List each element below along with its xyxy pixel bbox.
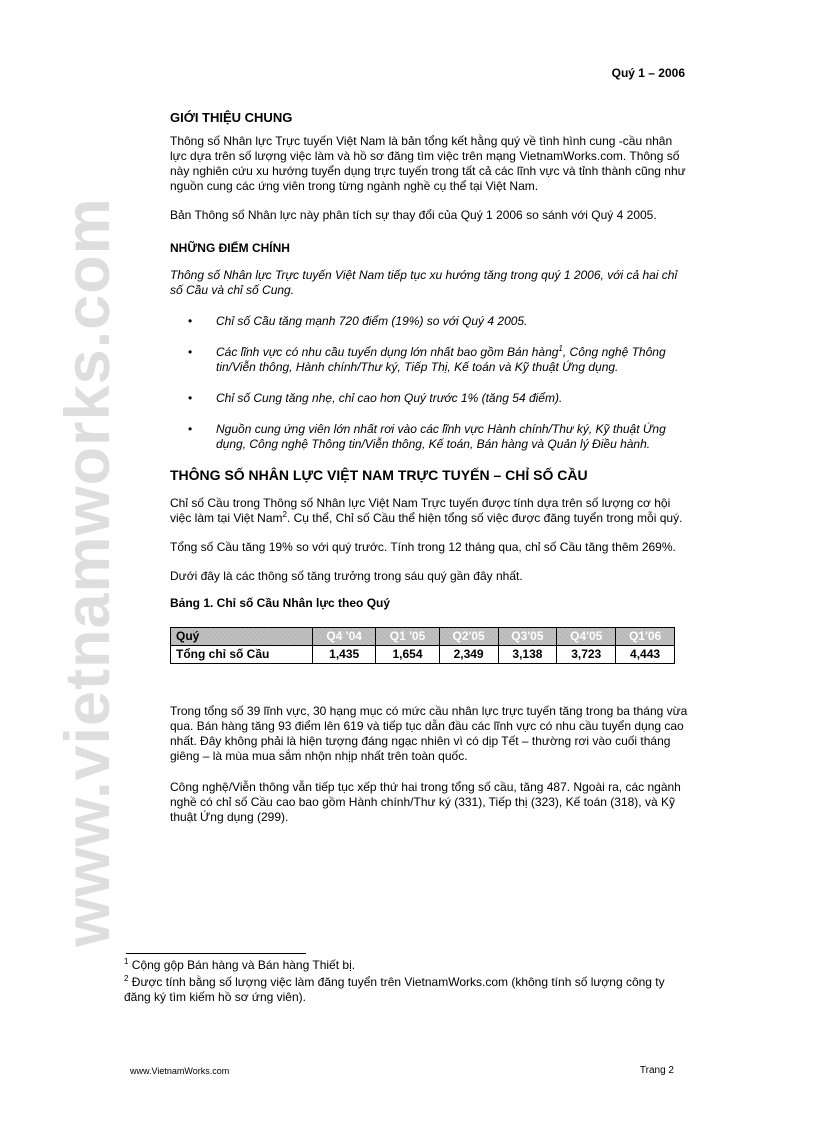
table-cell: 1,654 [376, 646, 439, 664]
footnote-2 [124, 975, 694, 1005]
demand-paragraph-5: Công nghệ/Viễn thông vẫn tiếp tục xếp thứ hai trong tổng số cầu, tăng 487. Ngoài ra, các ngành nghề có chỉ số Cầu cao bao gồm Hành chính/Thư ký (331), Tiếp thị (323), Kế toán (318), và Kỹ thuật Ứng dụng (299). [170, 780, 681, 824]
footnote-ref: 1 [558, 344, 563, 353]
footnote-number: 2 [124, 974, 129, 983]
table-header-row [171, 628, 675, 646]
list-item [170, 391, 690, 406]
highlights-title: NHỮNG ĐIỂM CHÍNH [170, 241, 290, 255]
demand-paragraph-1 [170, 496, 690, 526]
table-header-cell: Q1'06 [616, 628, 675, 646]
page-header-quarter: Quý 1 – 2006 [611, 66, 685, 80]
footer-site-link: www.VietnamWorks.com [130, 1066, 230, 1076]
list-item [170, 422, 690, 452]
footnote-ref: 2 [282, 510, 287, 519]
watermark-text: www.vietnamworks.com [53, 197, 123, 947]
demand-p1-text: Chỉ số Cầu trong Thông số Nhân lực Việt Nam Trực tuyến được tính dựa trên số lượng cơ hội việc làm tại Việt Nam [170, 496, 671, 525]
list-item [170, 345, 690, 375]
footnote-divider [126, 953, 306, 954]
list-item [170, 314, 690, 329]
bullet-text: Nguồn cung ứng viên lớn nhất rơi vào các lĩnh vực Hành chính/Thư ký, Kỹ thuật Ứng dụng, Công nghệ Thông tin/Viễn thông, Kế toán, Bán hàng và Quản lý Điều hành. [216, 422, 666, 451]
table-row [171, 646, 675, 664]
footnote-1 [124, 958, 694, 973]
bullet-text: , Công nghệ Thông tin/Viễn thông, Hành chính/Thư ký, Tiếp Thị, Kế toán và Kỹ thuật Ứng dụng. [216, 345, 666, 374]
footnote-text: Cộng gộp Bán hàng và Bán hàng Thiết bị. [128, 958, 356, 972]
demand-table [170, 627, 675, 664]
table-title: Bảng 1. Chỉ số Cầu Nhân lực theo Quý [170, 596, 391, 610]
main-content [170, 110, 690, 839]
table-row-label: Tổng chỉ số Cầu [171, 646, 313, 664]
table-header-cell: Q4'05 [557, 628, 616, 646]
demand-paragraph-3: Dưới đây là các thông số tăng trưởng trong sáu quý gần đây nhất. [170, 569, 523, 583]
table-cell: 3,723 [557, 646, 616, 664]
table-header-cell: Q3'05 [498, 628, 557, 646]
intro-paragraph-1: Thông số Nhân lực Trực tuyến Việt Nam là bản tổng kết hằng quý về tình hình cung -cầu nhân lực dựa trên số lượng việc làm và hồ sơ đăng tìm việc trên mạng VietnamWorks.com. Thông số này nghiên cứu xu hướng tuyển dụng trực tuyến trong tất cả các lĩnh vực và tỉnh thành cũng như nguồn cung các ứng viên trong từng ngành nghề cụ thể tại Việt Nam. [170, 134, 686, 193]
table-header-label: Quý [171, 628, 313, 646]
demand-paragraph-4: Trong tổng số 39 lĩnh vực, 30 hạng mục có mức cầu nhân lực trực tuyến tăng trong ba tháng vừa qua. Bán hàng tăng 93 điểm lên 619 và tiếp tục dẫn đầu các lĩnh vực có nhu cầu tuyển dụng cao nhất. Đây không phải là hiện tượng đáng ngạc nhiên vì có dịp Tết – thường rơi vào cuối tháng giêng – là mùa mua sắm nhộn nhịp nhất trên toàn quốc. [170, 704, 688, 763]
table-cell: 3,138 [498, 646, 557, 664]
highlights-lead: Thông số Nhân lực Trực tuyến Việt Nam tiếp tục xu hướng tăng trong quý 1 2006, với cả hai chỉ số Cầu và chỉ số Cung. [170, 268, 678, 297]
footer-page-number: Trang 2 [639, 1065, 674, 1076]
bullet-text: Các lĩnh vực có nhu cầu tuyển dụng lớn nhất bao gồm Bán hàng [216, 345, 559, 359]
footnote-text: Được tính bằng số lượng việc làm đăng tuyển trên VietnamWorks.com (không tính số lượng công ty đăng ký tìm kiếm hồ sơ ứng viên). [124, 975, 665, 1004]
bullet-text: Chỉ số Cung tăng nhẹ, chỉ cao hơn Quý trước 1% (tăng 54 điểm). [216, 391, 563, 405]
table-cell: 1,435 [313, 646, 376, 664]
table-header-cell: Q2'05 [439, 628, 498, 646]
demand-paragraph-2: Tổng số Cầu tăng 19% so với quý trước. Tính trong 12 tháng qua, chỉ số Cầu tăng thêm 269%. [170, 540, 676, 554]
table-header-cell: Q1 '05 [376, 628, 439, 646]
highlights-list [170, 314, 690, 452]
table-header-cell: Q4 '04 [313, 628, 376, 646]
footnotes [124, 958, 694, 1007]
intro-paragraph-2: Bản Thông số Nhân lực này phân tích sự thay đổi của Quý 1 2006 so sánh với Quý 4 2005. [170, 208, 657, 222]
table-cell: 4,443 [616, 646, 675, 664]
table-cell: 2,349 [439, 646, 498, 664]
footnote-number: 1 [124, 957, 129, 966]
demand-title: THÔNG SỐ NHÂN LỰC VIỆT NAM TRỰC TUYẾN – CHỈ SỐ CẦU [170, 467, 588, 483]
intro-title: GIỚI THIỆU CHUNG [170, 110, 293, 125]
demand-p1-text: . Cụ thể, Chỉ số Cầu thể hiện tổng số việc được đăng tuyển trong mỗi quý. [286, 511, 683, 525]
bullet-text: Chỉ số Cầu tăng mạnh 720 điểm (19%) so với Quý 4 2005. [216, 314, 528, 328]
